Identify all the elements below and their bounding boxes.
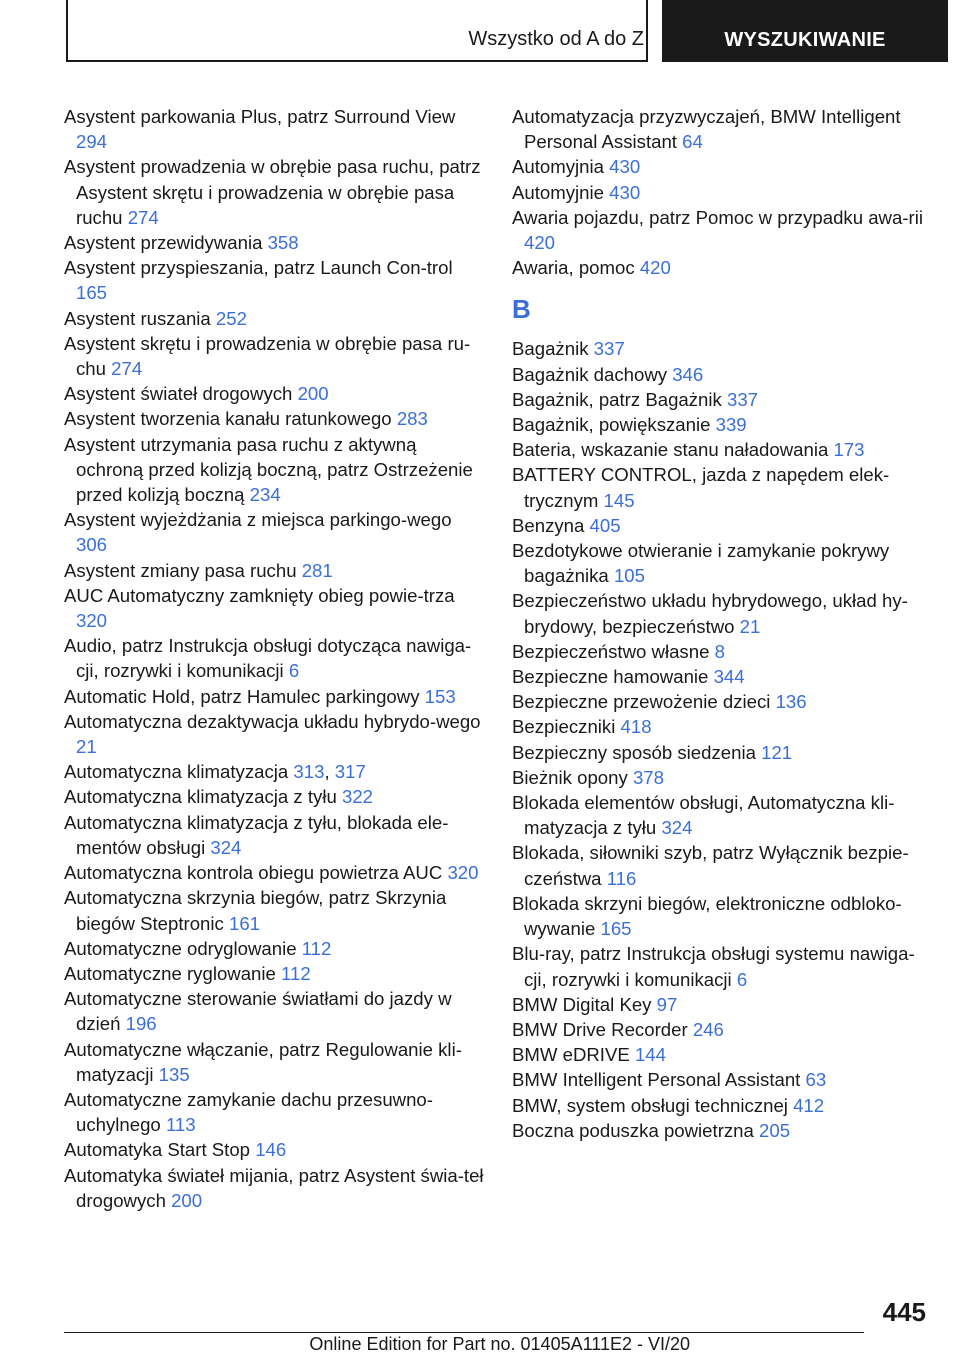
index-entry-label: Automatyczna skrzynia biegów, patrz Skrzynia biegów Steptronic (64, 887, 447, 934)
index-entry (64, 154, 484, 230)
index-entry-label: Bieżnik opony (512, 766, 633, 788)
index-entry (64, 709, 484, 759)
page-link[interactable]: 173 (833, 439, 865, 461)
index-entry (64, 406, 484, 431)
page-link[interactable]: 136 (775, 691, 807, 713)
footer-edition (0, 1334, 960, 1355)
page-link[interactable]: 322 (341, 786, 374, 808)
index-entry-label: Blokada, siłowniki szyb, patrz Wyłącznik bezpie-czeństwa (512, 842, 909, 889)
index-entry-label: Automatyczna klimatyzacja z tyłu (64, 786, 342, 808)
index-entry-label: Bateria, wskazanie stanu naładowania (512, 439, 834, 461)
index-entry (64, 986, 484, 1036)
index-entry-label: Bezdotykowe otwieranie i zamykanie pokrywy bagażnika (512, 540, 890, 587)
index-column-right (512, 104, 932, 1143)
index-entry (64, 810, 484, 860)
index-entry-label: Asystent wyjeżdżania z miejsca parkingo-wego (64, 509, 452, 531)
index-entry (512, 714, 932, 739)
page-link[interactable]: 121 (761, 741, 793, 763)
index-entry-label: Asystent przyspieszania, patrz Launch Con-trol (64, 257, 453, 279)
page-link[interactable]: 21 (739, 615, 761, 637)
index-entry (64, 784, 484, 809)
index-entry-label: Bezpieczniki (512, 716, 621, 738)
index-column-left (64, 104, 484, 1213)
index-entry (512, 154, 932, 179)
page-link[interactable]: 405 (589, 514, 621, 536)
page-link[interactable]: 146 (255, 1139, 287, 1161)
index-entry (512, 840, 932, 890)
index-entry-label: BMW Drive Recorder (512, 1018, 693, 1040)
page-link[interactable]: 113 (165, 1114, 196, 1136)
index-entry-label: Asystent prowadzenia w obrębie pasa ruchu, patrz Asystent skrętu i prowadzenia w obrębie pasa ruchu (64, 156, 481, 228)
index-entry-label: Automatyzacja przyzwyczajeń, BMW Intelligent Personal Assistant (512, 106, 901, 153)
index-entry (512, 891, 932, 941)
page-link[interactable]: 63 (805, 1069, 827, 1091)
page-link[interactable]: 337 (593, 338, 625, 360)
page-link[interactable]: 317 (334, 761, 366, 783)
index-entry (64, 583, 484, 633)
page-link[interactable]: 252 (215, 307, 247, 329)
index-entry-label: Bezpieczne hamowanie (512, 666, 714, 688)
page-link[interactable]: 283 (396, 408, 428, 430)
index-entry (512, 255, 932, 280)
index-entry-label: Automatic Hold, patrz Hamulec parkingowy (64, 685, 425, 707)
index-entry (512, 740, 932, 765)
page-link[interactable]: 200 (171, 1189, 203, 1211)
page-link[interactable]: 320 (447, 862, 479, 884)
index-entry (64, 961, 484, 986)
index-entry (64, 306, 484, 331)
page-link[interactable]: 145 (603, 489, 635, 511)
page-link[interactable]: 161 (228, 912, 261, 934)
index-entry-label: Awaria, pomoc (512, 257, 640, 279)
index-entry (64, 860, 484, 885)
index-entry (512, 689, 932, 714)
index-entry-label: Bagażnik, patrz Bagażnik (512, 388, 727, 410)
page-link[interactable]: 64 (682, 131, 703, 153)
index-entry-label: Blu-ray, patrz Instrukcja obsługi systemu nawiga-cji, rozrywki i komunikacji (512, 943, 915, 990)
index-entry (512, 992, 932, 1017)
index-entry-label: Bagażnik, powiększanie (512, 414, 716, 436)
index-entry-label: BMW Intelligent Personal Assistant (512, 1069, 806, 1091)
index-entry (512, 1017, 932, 1042)
index-entry-label: BMW, system obsługi technicznej (512, 1094, 794, 1116)
page-link[interactable]: 358 (267, 232, 299, 254)
page-link[interactable]: 420 (524, 232, 556, 254)
index-group-b (512, 336, 932, 1143)
page-link[interactable]: 6 (736, 968, 748, 990)
index-entry-label: BMW Digital Key (512, 993, 657, 1015)
index-entry-label: Asystent przewidywania (64, 232, 268, 254)
index-entry (64, 104, 484, 154)
index-entry (512, 765, 932, 790)
index-entry (512, 941, 932, 991)
page-link[interactable]: 144 (634, 1044, 666, 1066)
index-entry-label: Automatyczne sterowanie światłami do jazdy w dzień (64, 988, 452, 1035)
page-link[interactable]: 346 (672, 363, 704, 385)
page-link[interactable]: 324 (661, 817, 693, 839)
index-entry-label: Bezpieczeństwo układu hybrydowego, układ hy-brydowy, bezpieczeństwo (512, 590, 908, 637)
index-entry-label: Asystent zmiany pasa ruchu (64, 559, 302, 581)
index-entry-label: Bezpieczny sposób siedzenia (512, 741, 762, 763)
index-entry-label: BMW eDRIVE (512, 1044, 635, 1066)
index-entry (64, 558, 484, 583)
index-entry (512, 336, 932, 361)
index-entry (64, 331, 484, 381)
page-link[interactable]: 196 (125, 1013, 157, 1035)
index-entry-label: Automatyczne włączanie, patrz Regulowanie kli-matyzacji (64, 1038, 462, 1085)
index-entry (512, 462, 932, 512)
index-entry (512, 205, 932, 255)
page-link[interactable]: 418 (620, 716, 652, 738)
footer-divider (64, 1332, 864, 1333)
index-entry (64, 381, 484, 406)
page-link[interactable]: 165 (600, 918, 632, 940)
page-link[interactable]: 112 (281, 962, 311, 984)
index-entry (512, 1118, 932, 1143)
index-entry-label: Automyjnia (512, 156, 610, 178)
index-entry-label: Automatyczna dezaktywacja układu hybrydo-wego (64, 710, 481, 732)
index-entry-label: Asystent utrzymania pasa ruchu z aktywną ochroną przed kolizją boczną, patrz Ostrzeżenie przed kolizją boczną (64, 433, 473, 506)
index-entry (64, 230, 484, 255)
index-entry-label: Automatyczna klimatyzacja (64, 761, 294, 783)
index-entry (64, 1163, 484, 1213)
index-entry (512, 513, 932, 538)
index-entry (512, 180, 932, 205)
page-link[interactable]: 97 (656, 993, 678, 1015)
index-entry (64, 936, 484, 961)
page-link[interactable]: 412 (793, 1094, 825, 1116)
footer-edition-text: Online Edition for Part no. 01405A111E2 - VI/20 (309, 1334, 690, 1354)
index-entry-label: AUC Automatyczny zamknięty obieg powie-trza (64, 584, 455, 606)
index-entry (64, 633, 484, 683)
index-entry (64, 432, 484, 508)
index-entry-label: Automatyka świateł mijania, patrz Asystent świa-teł drogowych (64, 1164, 484, 1211)
page-separator: , (324, 761, 335, 783)
index-entry-label: Asystent tworzenia kanału ratunkowego (64, 408, 397, 430)
page-link[interactable]: 234 (249, 484, 281, 506)
index-entry (512, 387, 932, 412)
header-section-title: Wszystko od A do Z (468, 28, 644, 50)
index-entry (64, 1137, 484, 1162)
page-number: 445 (882, 1297, 926, 1327)
page-link[interactable]: 306 (76, 534, 108, 556)
index-entry-label: Bezpieczne przewożenie dzieci (512, 691, 776, 713)
index-entry-label: Automatyczne zamykanie dachu przesuwno-uchylnego (64, 1088, 433, 1136)
index-entry (512, 412, 932, 437)
index-entry (64, 759, 484, 784)
index-entry (512, 588, 932, 638)
index-entry (512, 639, 932, 664)
index-entry-label: Automatyczne ryglowanie (64, 962, 282, 984)
page-link[interactable]: 112 (301, 937, 332, 959)
index-entry-label: Benzyna (512, 514, 590, 536)
index-entry-label: Asystent świateł drogowych (64, 383, 298, 405)
index-entry-label: Blokada elementów obsługi, Automatyczna kli-matyzacja z tyłu (512, 792, 895, 839)
index-entry-label: BATTERY CONTROL, jazda z napędem elek-trycznym (512, 464, 890, 511)
index-entry-label: Automyjnie (512, 181, 610, 203)
page-link[interactable]: 105 (613, 565, 645, 587)
index-entry-label: Asystent parkowania Plus, patrz Surround View (64, 106, 456, 127)
page-link[interactable]: 205 (759, 1119, 791, 1141)
index-letter-b: B (512, 294, 531, 325)
index-entry-label: Automatyczna kontrola obiegu powietrza AUC (64, 862, 448, 884)
page-link[interactable]: 8 (714, 640, 725, 662)
index-entry-label: Boczna poduszka powietrzna (512, 1119, 760, 1141)
page-link[interactable]: 430 (609, 181, 641, 203)
index-entry-label: Awaria pojazdu, patrz Pomoc w przypadku awa-rii (512, 206, 923, 228)
index-entry (512, 790, 932, 840)
page-link[interactable]: 294 (76, 131, 108, 153)
page-link[interactable]: 274 (111, 358, 143, 380)
page-link[interactable]: 281 (301, 559, 333, 581)
index-entry-label: Automatyka Start Stop (64, 1139, 256, 1161)
page-link[interactable]: 200 (297, 383, 329, 405)
page-link[interactable]: 420 (639, 257, 671, 279)
index-entry (64, 1087, 484, 1137)
page-link[interactable]: 313 (293, 761, 325, 783)
page-link[interactable]: 324 (210, 836, 242, 858)
index-entry (64, 684, 484, 709)
header-search-tab[interactable]: WYSZUKIWANIE (662, 0, 948, 62)
index-entry (512, 538, 932, 588)
page-link[interactable]: 21 (76, 736, 97, 758)
page-link[interactable]: 116 (606, 867, 637, 889)
page-link[interactable]: 246 (692, 1018, 724, 1040)
index-entry (512, 1042, 932, 1067)
index-entry-label: Bezpieczeństwo własne (512, 640, 715, 662)
page-link[interactable]: 344 (713, 666, 745, 688)
index-entry-label: Bagażnik dachowy (512, 363, 673, 385)
page-link[interactable]: 6 (288, 660, 300, 682)
index-entry-label: Asystent ruszania (64, 307, 216, 329)
index-entry-label: Blokada skrzyni biegów, elektroniczne odbloko-wywanie (512, 892, 902, 940)
index-entry (512, 437, 932, 462)
page-link[interactable]: 165 (76, 282, 108, 304)
index-entry (512, 664, 932, 689)
index-entry-label: Asystent skrętu i prowadzenia w obrębie pasa ru-chu (64, 332, 471, 380)
index-group-a (512, 104, 932, 280)
index-entry (64, 255, 484, 305)
page-link[interactable]: 274 (127, 206, 159, 228)
page-link[interactable]: 378 (632, 766, 664, 788)
page-link[interactable]: 320 (76, 610, 108, 632)
index-entry-label: Bagażnik (512, 338, 594, 360)
page-link[interactable]: 337 (726, 388, 759, 410)
index-entry-label: Automatyczne odryglowanie (64, 937, 302, 959)
index-entry (512, 104, 932, 154)
page-link[interactable]: 153 (424, 685, 456, 707)
index-entry-label: Audio, patrz Instrukcja obsługi dotycząca nawiga-cji, rozrywki i komunikacji (64, 635, 472, 682)
index-entry-label: Automatyczna klimatyzacja z tyłu, blokada ele-mentów obsługi (64, 811, 449, 858)
index-entry (64, 1037, 484, 1087)
index-entry (64, 885, 484, 935)
page-link[interactable]: 135 (158, 1063, 190, 1085)
index-entry (512, 1067, 932, 1092)
index-entry (512, 362, 932, 387)
index-entry (512, 1093, 932, 1118)
page-link[interactable]: 339 (715, 414, 747, 436)
page-link[interactable]: 430 (609, 156, 641, 178)
index-entry (64, 507, 484, 557)
